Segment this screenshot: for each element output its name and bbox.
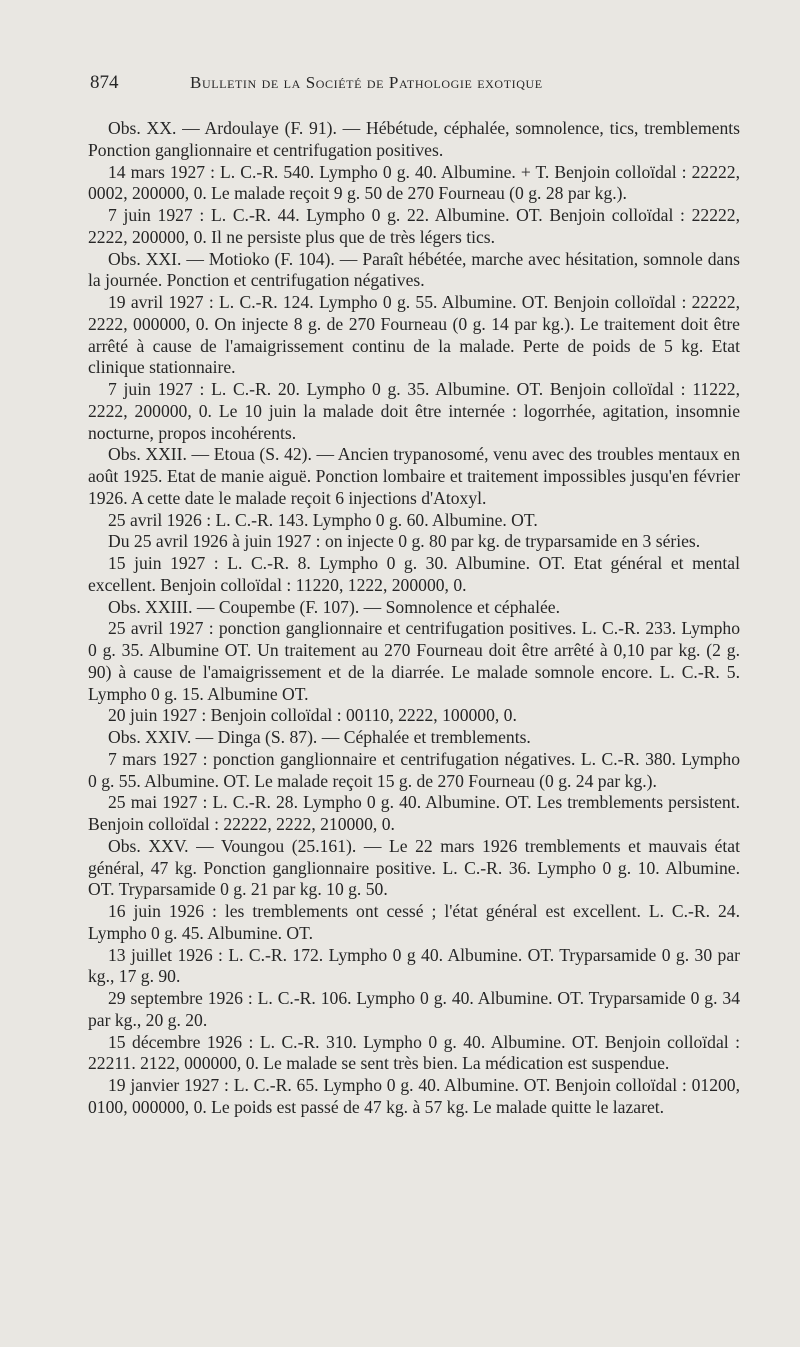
paragraph: Obs. XX. — Ardoulaye (F. 91). — Hébétude, céphalée, somnolence, tics, tremblements Ponction ganglionnaire et centrifugation positives. xyxy=(88,118,740,160)
paragraph: 25 avril 1926 : L. C.-R. 143. Lympho 0 g. 60. Albumine. OT. xyxy=(108,509,538,530)
paragraph: 7 juin 1927 : L. C.-R. 44. Lympho 0 g. 22. Albumine. OT. Benjoin colloïdal : 22222, 2222, 200000, 0. Il ne persiste plus que de très légers tics. xyxy=(88,205,740,247)
paragraph: Obs. XXII. — Etoua (S. 42). — Ancien trypanosomé, venu avec des troubles mentaux en août 1925. Etat de manie aiguë. Ponction lombaire et traitement impossibles jusqu'en février 1926. A cette date le malade reçoit 6 injections d'Atoxyl. xyxy=(88,444,740,508)
paragraph: 13 juillet 1926 : L. C.-R. 172. Lympho 0 g 40. Albumine. OT. Tryparsamide 0 g. 30 par kg., 17 g. 90. xyxy=(88,944,740,987)
paragraph: 7 mars 1927 : ponction ganglionnaire et centrifugation négatives. L. C.-R. 380. Lympho 0 g. 55. Albumine. OT. Le malade reçoit 15 g. de 270 Fourneau (0 g. 24 par kg.). xyxy=(88,748,740,791)
paragraph: Obs. XXIII. — Coupembe (F. 107). — Somnolence et céphalée. xyxy=(108,596,561,617)
paragraph: 7 juin 1927 : L. C.-R. 20. Lympho 0 g. 35. Albumine. OT. Benjoin colloïdal : 11222, 2222, 200000, 0. Le 10 juin la malade doit être internée : logorrhée, agitation, insomnie nocturne, propos incohérents. xyxy=(88,379,740,443)
paragraph: 19 avril 1927 : L. C.-R. 124. Lympho 0 g. 55. Albumine. OT. Benjoin colloïdal : 22222, 2222, 000000, 0. On injecte 8 g. de 270 Fourneau (0 g. 14 par kg.). Le traitement doit être arrêté à cause de l'amaigrissement continu de la malade. Perte de poids de 5 kg. Etat clinique stationnaire. xyxy=(88,292,740,378)
paragraph: Obs. XXIV. — Dinga (S. 87). — Céphalée et tremblements. xyxy=(108,727,531,747)
paragraph: 25 mai 1927 : L. C.-R. 28. Lympho 0 g. 40. Albumine. OT. Les tremblements persistent. Benjoin colloïdal : 22222, 2222, 210000, 0. xyxy=(88,792,740,834)
paragraph: 16 juin 1926 : les tremblements ont cessé ; l'état général est excellent. L. C.-R. 24. Lympho 0 g. 45. Albumine. OT. xyxy=(88,901,740,943)
paragraph: 29 septembre 1926 : L. C.-R. 106. Lympho 0 g. 40. Albumine. OT. Tryparsamide 0 g. 34 par kg., 20 g. 20. xyxy=(88,988,740,1030)
paragraph: 19 janvier 1927 : L. C.-R. 65. Lympho 0 g. 40. Albumine. OT. Benjoin colloïdal : 01200, 0100, 000000, 0. Le poids est passé de 47 kg. à 57 kg. Le malade quitte le lazaret. xyxy=(88,1075,740,1117)
page-header xyxy=(90,72,650,94)
paragraph: 15 juin 1927 : L. C.-R. 8. Lympho 0 g. 30. Albumine. OT. Etat général et mental excellent. Benjoin colloïdal : 11220, 1222, 200000, 0. xyxy=(88,553,740,595)
paragraph: Du 25 avril 1926 à juin 1927 : on injecte 0 g. 80 par kg. de tryparsamide en 3 séries. xyxy=(108,531,701,552)
paragraph: 14 mars 1927 : L. C.-R. 540. Lympho 0 g. 40. Albumine. + T. Benjoin colloïdal : 22222, 0002, 200000, 0. Le malade reçoit 9 g. 50 de 270 Fourneau (0 g. 28 par kg.). xyxy=(88,161,740,204)
running-title: Bulletin de la Société de Pathologie exotique xyxy=(190,73,543,92)
paragraph: 15 décembre 1926 : L. C.-R. 310. Lympho 0 g. 40. Albumine. OT. Benjoin colloïdal : 22211. 2122, 000000, 0. Le malade se sent très bien. La médication est suspendue. xyxy=(88,1031,740,1074)
body-text xyxy=(88,118,740,1119)
paragraph: Obs. XXI. — Motioko (F. 104). — Paraît hébétée, marche avec hésitation, somnole dans la journée. Ponction et centrifugation négatives. xyxy=(88,248,740,291)
paragraph: 25 avril 1927 : ponction ganglionnaire et centrifugation positives. L. C.-R. 233. Lympho 0 g. 35. Albumine OT. Un traitement au 270 Fourneau doit être arrêté à 0,10 par kg. (2 g. 90) à cause de l'amaigrissement et de la diarrée. Le malade somnole encore. L. C.-R. 5. Lympho 0 g. 15. Albumine OT. xyxy=(88,618,740,704)
paragraph: 20 juin 1927 : Benjoin colloïdal : 00110, 2222, 100000, 0. xyxy=(108,705,517,726)
page-number: 874 xyxy=(90,72,119,93)
paragraph: Obs. XXV. — Voungou (25.161). — Le 22 mars 1926 tremblements et mauvais état général, 47 kg. Ponction ganglionnaire positive. L. C.-R. 36. Lympho 0 g. 10. Albumine. OT. Tryparsamide 0 g. 21 par kg. 10 g. 50. xyxy=(88,835,740,900)
